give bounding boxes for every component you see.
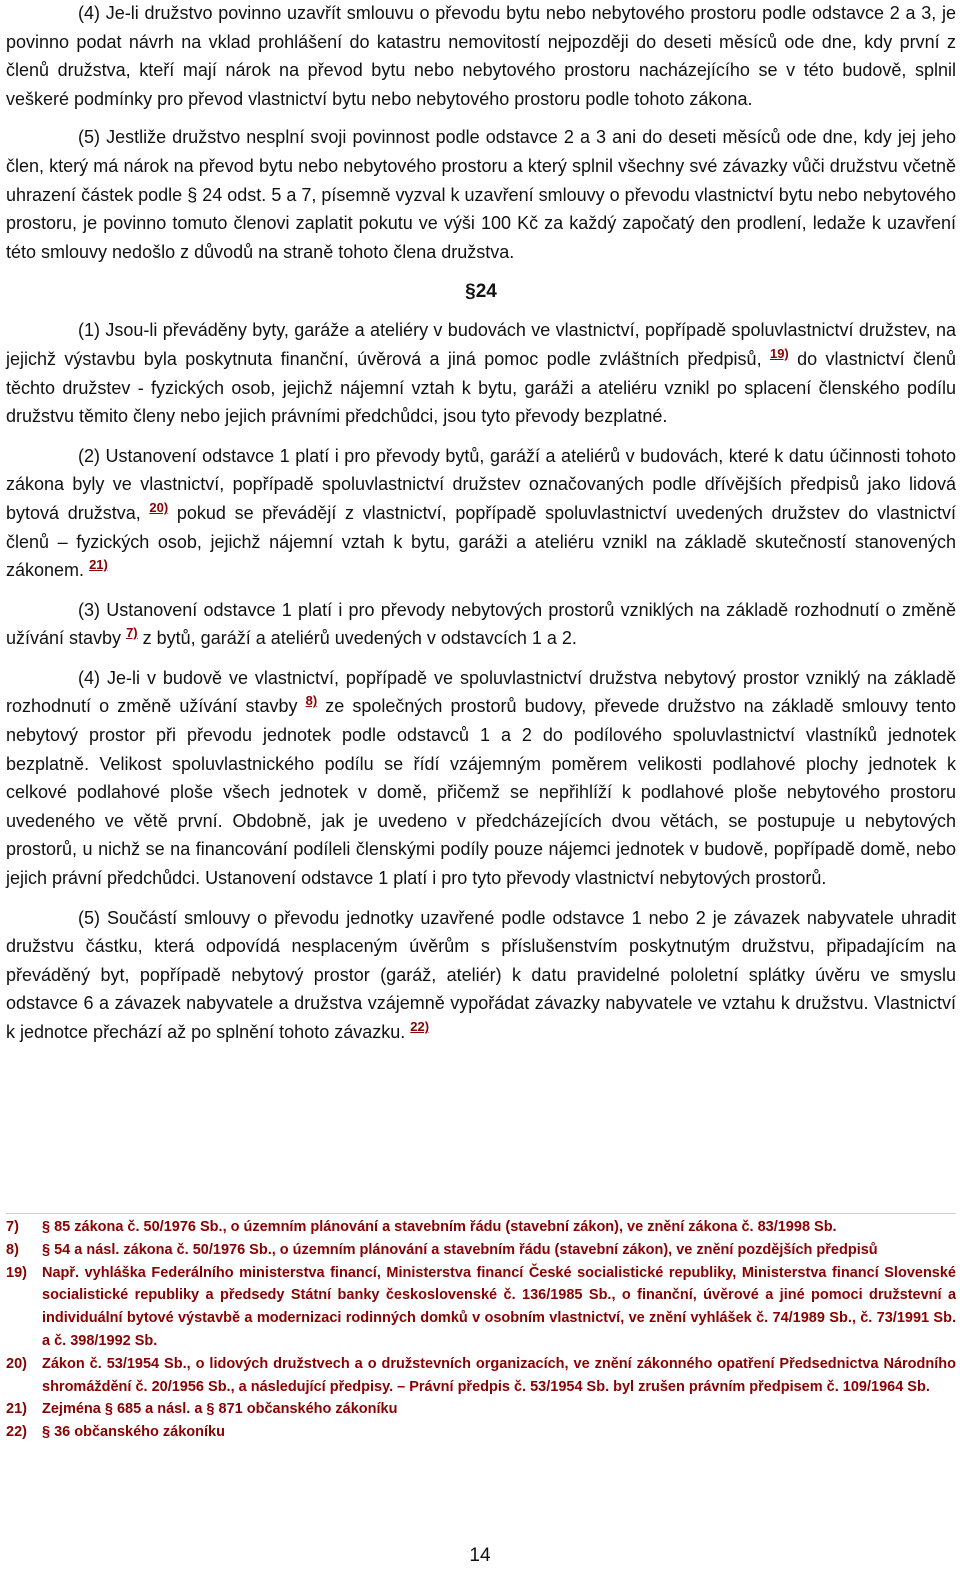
footnote-19 xyxy=(6,1262,956,1353)
footnote-link[interactable]: Např. vyhláška Federálního ministerstva financí, Ministerstva financí České socialistické republiky, Ministerstva financí Slovenské socialistické republiky a předsedy Státní banky československé č. 136/1985 Sb. xyxy=(42,1264,956,1304)
footnote-ref-19[interactable]: 19) xyxy=(769,345,789,361)
footnote-link[interactable]: § 36 občanského zákoníku xyxy=(42,1424,225,1441)
footnote-text xyxy=(42,1262,956,1353)
footnote-ref-8[interactable]: 8) xyxy=(305,693,318,709)
footnote-8 xyxy=(6,1239,956,1262)
footnote-number: 22) xyxy=(6,1424,27,1441)
paragraph-text: z bytů, garáží a ateliérů uvedených v odstavcích 1 a 2. xyxy=(142,628,577,649)
paragraph-text: (1) Jsou-li převáděny byty, garáže a ateliéry v budovách ve vlastnictví, popřípadě spoluvlastnictví družstev, na jejichž výstavbu byla poskytnuta finanční, úvěrová a jiná pomoc podle zvláštních předpisů, xyxy=(6,320,956,369)
footnote-number: 20) xyxy=(6,1355,27,1372)
footnote-link[interactable]: § 54 a násl. zákona č. 50/1976 Sb. xyxy=(42,1241,272,1258)
footnote-number: 19) xyxy=(6,1264,27,1281)
footnote-20 xyxy=(6,1353,956,1399)
footnote-ref-7[interactable]: 7) xyxy=(126,625,138,641)
paragraph-24-5 xyxy=(6,904,956,1047)
paragraph-24-4 xyxy=(6,664,956,893)
paragraph-23-4: (4) Je-li družstvo povinno uzavřít smlouvu o převodu bytu nebo nebytového prostoru podle odstavce 2 a 3, je povinno podat návrh na vklad prohlášení do katastru nemovitostí nejpozději do deseti měsíců ode dne, kdy první z členů družstva, kteří mají nárok na převod bytu nebo nebytového prostoru nacházejícího se v této budově, splnil veškeré podmínky pro převod vlastnictví bytu nebo nebytového prostoru podle tohoto zákona. xyxy=(6,3,956,109)
footnote-rest: , o lidových družstvech a o družstevních organizacích, ve znění zákonného opatření Předsednictva Národního shromáždění č. 20/1956 Sb., a následující předpisy. – Právní předpis č. 53/1954 Sb. byl zrušen právním předpisem č. 109/1964 Sb. xyxy=(42,1355,956,1395)
footnote-text xyxy=(42,1353,956,1399)
footnote-text xyxy=(42,1216,956,1239)
footnote-link[interactable]: Zejména § 685 a násl. a § 871 občanského zákoníku xyxy=(42,1401,398,1418)
paragraph-text: ze společných prostorů budovy, převede družstvo na základě smlouvy tento nebytový prostor při převodu jednotek podle odstavců 1 a 2 do podílového spoluvlastnictví vlastníků jednotek bezplatně. Velikost spoluvlastnického podílu se řídí vzájemným poměrem velikosti podlahové plochy jednotek k celkové podlahové ploše všech jednotek v domě, přičemž se nepřihlíží k podlahové ploše nebytového prostoru uvedeného ve větě první. Obdobně, jak je uvedeno v předcházejících dvou větách, se postupuje u nebytových prostorů, u nichž se na financování podíleli členskými podíly pouze nájemci jednotek v budově, popřípadě domě, nebo jejich právní předchůdci. Ustanovení odstavce 1 platí i pro tyto převody vlastnictví nebytových prostorů. xyxy=(6,696,956,889)
footnote-7 xyxy=(6,1216,956,1239)
paragraph-text: (4) Je-li v budově ve vlastnictví, popřípadě ve spoluvlastnictví družstva nebytový prostor vzniklý na základě rozhodnutí o změně užívání stavby xyxy=(6,667,956,717)
footnote-rest: , o územním plánování a stavebním řádu (stavební zákon), ve znění zákona č. 83/1998 Sb. xyxy=(222,1219,837,1235)
paragraph-text: (3) Ustanovení odstavce 1 platí i pro převody nebytových prostorů vzniklých na základě rozhodnutí o změně užívání stavby xyxy=(6,599,956,649)
paragraph-text: (2) Ustanovení odstavce 1 platí i pro převody bytů, garáží a ateliérů v budovách, které k datu účinnosti tohoto zákona byly ve vlastnictví, popřípadě spoluvlastnictví družstev označovaných podle dřívějších předpisů jako lidová bytová družstva, xyxy=(6,445,956,523)
footnote-link[interactable]: Zákon č. 53/1954 Sb. xyxy=(42,1355,187,1372)
footnote-ref-20[interactable]: 20) xyxy=(149,499,169,515)
footnote-number: 21) xyxy=(6,1401,27,1418)
paragraph-24-3 xyxy=(6,596,956,653)
section-heading: §24 xyxy=(465,281,497,303)
footnotes xyxy=(6,1216,956,1444)
paragraph-text: do vlastnictví členů těchto družstev - fyzických osob, jejichž nájemní vztah k bytu, garáži a ateliéru vznikl po splacení členského podílu družstvu těmito členy nebo jejich právními předchůdci, jsou tyto převody bezplatné. xyxy=(6,348,956,427)
footnote-link[interactable]: § 85 zákona č. 50/1976 Sb. xyxy=(42,1219,223,1235)
footnote-rest: , o územním plánování a stavebním řádu (stavební zákon), ve znění pozdějších předpisů xyxy=(271,1241,878,1258)
paragraph-text: pokud se převádějí z vlastnictví, popřípadě spoluvlastnictví uvedených družstev do vlastnictví členů – fyzických osob, jejichž nájemní vztah k bytu, garáži a ateliéru vznikl na základě skutečností stanovených zákonem. xyxy=(6,502,956,581)
paragraph-24-1 xyxy=(6,316,956,430)
footnote-ref-21[interactable]: 21) xyxy=(89,557,108,573)
footnote-text xyxy=(42,1239,956,1262)
footnote-21 xyxy=(6,1398,956,1421)
footnote-divider xyxy=(6,1213,956,1214)
footnote-22 xyxy=(6,1421,956,1444)
paragraph-24-2 xyxy=(6,442,956,585)
paragraph-text: (5) Součástí smlouvy o převodu jednotky uzavřené podle odstavce 1 nebo 2 je závazek nabyvatele uhradit družstvu částku, která odpovídá nesplaceným úvěrům s příslušenstvím poskytnutým družstvu, připadajícím na převáděný byt, popřípadě nebytový prostor (garáž, ateliér) k datu pravidelné pololetní splátky úvěru ve smyslu odstavce 6 a závazek nabyvatele a družstva vzájemně vypořádat závazky nabyvatele ve vztahu k družstvu. Vlastnictví k jednotce přechází až po splnění tohoto závazku. xyxy=(6,907,956,1042)
footnote-number: 8) xyxy=(6,1241,19,1258)
footnote-text xyxy=(42,1421,956,1444)
footnote-ref-22[interactable]: 22) xyxy=(410,1019,430,1034)
footnote-text xyxy=(42,1398,956,1421)
paragraph-23-5: (5) Jestliže družstvo nesplní svoji povinnost podle odstavce 2 a 3 ani do deseti měsíců ode dne, kdy jej jeho člen, který má nárok na převod bytu nebo nebytového prostoru a který splnil všechny své závazky vůči družstvu včetně uhrazení částek podle § 24 odst. 5 a 7, písemně vyzval k uzavření smlouvy o převodu vlastnictví bytu nebo nebytového prostoru, je povinno tomuto členovi zaplatit pokutu ve výši 100 Kč za každý započatý den prodlení, ledaže k uzavření této smlouvy nedošlo z důvodů na straně tohoto člena družstva. xyxy=(6,127,956,262)
page-number: 14 xyxy=(469,1545,491,1566)
footnote-rest: , o finanční, úvěrové a jiné pomoci družstevní a individuální bytové výstavbě a modernizaci rodinných domků v osobním vlastnictví, ve znění vyhlášek č. 74/1989 Sb., č. 73/1991 Sb. a č. 398/1992 Sb. xyxy=(42,1287,957,1349)
document-page xyxy=(6,0,956,1047)
footnote-number: 7) xyxy=(6,1219,19,1235)
